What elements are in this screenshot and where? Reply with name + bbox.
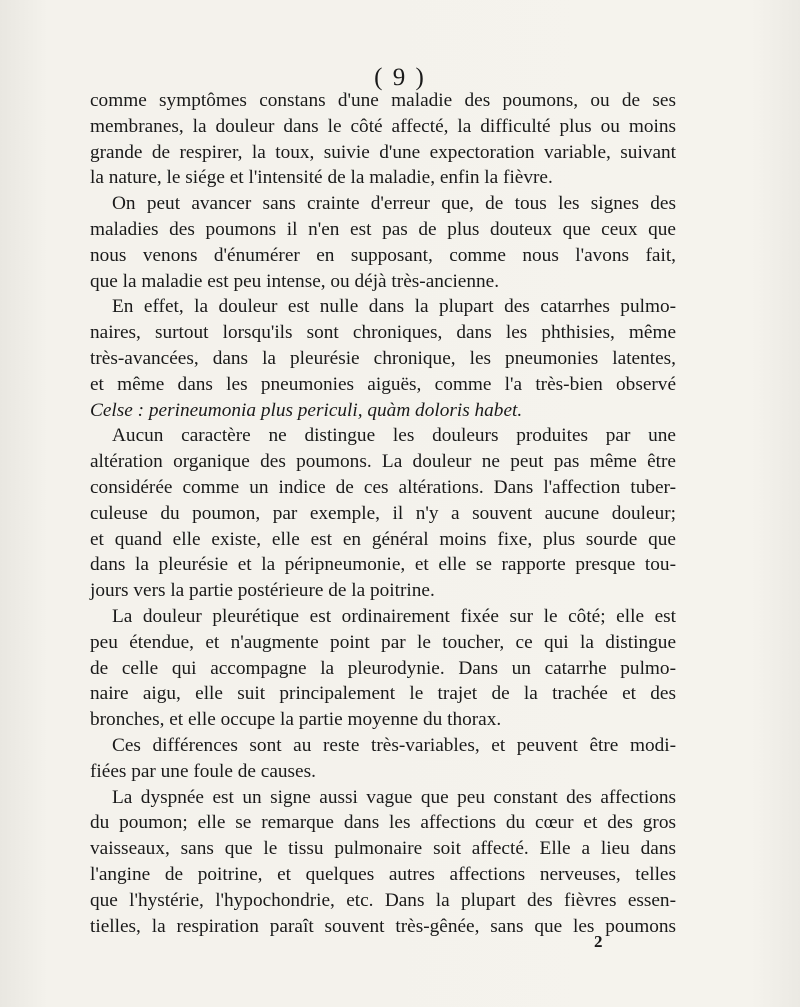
text-line: de celle qui accompagne la pleurodynie. Dans un catarrhe pulmo- (90, 657, 676, 679)
text-line: considérée comme un indice de ces altérations. Dans l'affection tuber- (90, 476, 676, 498)
text-line: la nature, le siége et l'intensité de la maladie, enfin la fièvre. (90, 167, 553, 189)
text-line: et même dans les pneumonies aiguës, comme l'a très-bien observé (90, 373, 676, 395)
text-line: culeuse du poumon, par exemple, il n'y a souvent aucune douleur; (90, 502, 676, 524)
text-line: du poumon; elle se remarque dans les affections du cœur et des gros (90, 812, 676, 834)
text-line: maladies des poumons il n'en est pas de plus douteux que ceux que (90, 218, 676, 240)
text-line: tielles, la respiration paraît souvent très-gênée, sans que les poumons (90, 915, 676, 937)
text-line: membranes, la douleur dans le côté affecté, la difficulté plus ou moins (90, 115, 676, 137)
text-line: comme symptômes constans d'une maladie des poumons, ou de ses (90, 90, 676, 111)
signature-mark: 2 (594, 932, 603, 951)
paragraph-2 (90, 191, 676, 294)
text-line: Aucun caractère ne distingue les douleurs produites par une (112, 425, 676, 447)
text-line: que la maladie est peu intense, ou déjà très-ancienne. (90, 270, 500, 292)
paragraph-6 (90, 733, 676, 785)
text-line: l'angine de poitrine, et quelques autres affections nerveuses, telles (90, 863, 676, 885)
text-line: En effet, la douleur est nulle dans la plupart des catarrhes pulmo- (112, 296, 676, 318)
text-line: On peut avancer sans crainte d'erreur que, de tous les signes des (112, 193, 676, 215)
text-line: grande de respirer, la toux, suivie d'une expectoration variable, suivant (90, 141, 676, 163)
text-line: naire aigu, elle suit principalement le trajet de la trachée et des (90, 683, 676, 705)
text-line: nous venons d'énumérer en supposant, comme nous l'avons fait, (90, 244, 676, 266)
paragraph-7 (90, 785, 676, 940)
text-line: bronches, et elle occupe la partie moyenne du thorax. (90, 709, 502, 731)
text-line: fiées par une foule de causes. (90, 760, 316, 782)
text-line: Ces différences sont au reste très-variables, et peuvent être modi- (112, 734, 676, 756)
text-line: peu étendue, et n'augmente point par le toucher, ce qui la distingue (90, 631, 676, 653)
text-line: jours vers la partie postérieure de la poitrine. (90, 580, 435, 602)
text-line: La douleur pleurétique est ordinairement fixée sur le côté; elle est (112, 605, 676, 627)
paragraph-5 (90, 604, 676, 733)
text-line: dans la pleurésie et la péripneumonie, et elle se rapporte presque tou- (90, 554, 676, 576)
paragraph-1 (90, 88, 676, 191)
text-line: La dyspnée est un signe aussi vague que peu constant des affections (112, 786, 676, 808)
text-line: altération organique des poumons. La douleur ne peut pas même être (90, 451, 676, 473)
text-line: et quand elle existe, elle est en général moins fixe, plus sourde que (90, 528, 676, 550)
paragraph-3 (90, 294, 676, 423)
body-text (90, 88, 676, 939)
page-number: ( 9 ) (374, 64, 426, 91)
text-line: vaisseaux, sans que le tissu pulmonaire soit affecté. Elle a lieu dans (90, 838, 676, 860)
paragraph-4 (90, 423, 676, 604)
quotation-line: Celse : perineumonia plus periculi, quàm doloris habet. (90, 399, 523, 421)
text-line: très-avancées, dans la pleurésie chronique, les pneumonies latentes, (90, 347, 676, 369)
text-line: que l'hystérie, l'hypochondrie, etc. Dans la plupart des fièvres essen- (90, 889, 676, 911)
text-line: naires, surtout lorsqu'ils sont chroniques, dans les phthisies, même (90, 322, 676, 344)
